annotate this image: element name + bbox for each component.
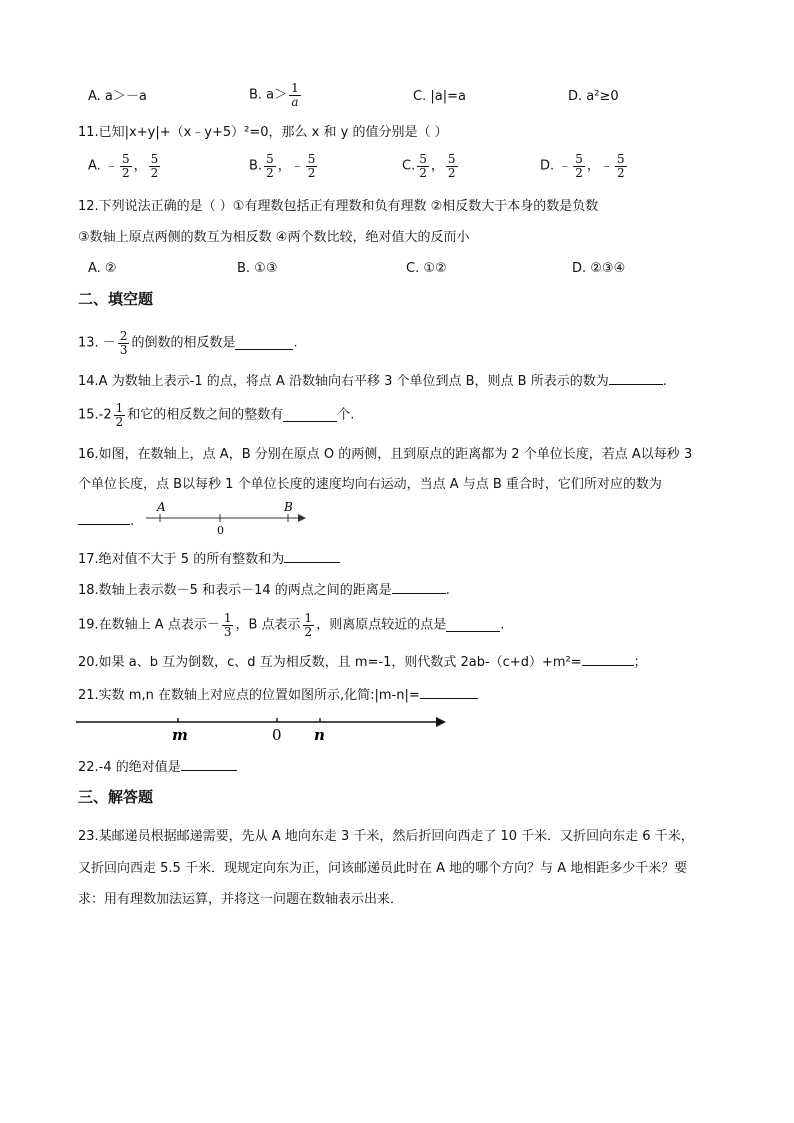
label-a: A — [157, 500, 166, 514]
arrow-head — [298, 514, 306, 522]
q23-line1: 23.某邮递员根据邮递需要，先从 A 地向东走 3 千米，然后折回向西走了 10 千米．又折回向东走 6 千米， — [78, 829, 694, 844]
q13: 13. － $\frac{2}{3}$ 的倒数的相反数是 . — [78, 329, 298, 357]
q11-option-b: B. $\frac{5}{2}$ ，﹣ $\frac{5}{2}$ — [249, 152, 316, 180]
answer-blank[interactable] — [235, 337, 293, 350]
q10-option-a: A. a＞－a — [88, 89, 147, 104]
q12-option-a: A. ② — [88, 261, 117, 276]
q18: 18.数轴上表示数－5 和表示－14 的两点之间的距离是 . — [78, 583, 450, 598]
q12-option-d: D. ②③④ — [572, 261, 626, 276]
q20: 20.如果 a、b 互为倒数，c、d 互为相反数，且 m=-1，则代数式 2ab-（c+d）+m²= ； — [78, 655, 647, 670]
q12-option-b: B. ①③ — [237, 261, 278, 276]
fraction: $\frac{1}{a}$ — [291, 81, 299, 109]
answer-blank[interactable] — [78, 512, 130, 525]
q11-option-a: A. ﹣ $\frac{5}{2}$ ， $\frac{5}{2}$ — [88, 152, 159, 180]
answer-blank[interactable] — [420, 686, 478, 699]
answer-blank[interactable] — [609, 372, 663, 385]
q16-line1: 16.如图，在数轴上，点 A，B 分别在原点 O 的两侧，且到原点的距离都为 2 个单位长度，若点 A以每秒 3 — [78, 447, 693, 462]
label-m: m — [172, 726, 188, 744]
q21: 21.实数 m,n 在数轴上对应点的位置如图所示,化简:|m-n|= — [78, 686, 478, 705]
label-origin: 0 — [272, 726, 282, 744]
q11-stem: 11.已知|x+y|+（x﹣y+5）²=0，那么 x 和 y 的值分别是（ ） — [78, 125, 448, 140]
q12-option-c: C. ①② — [406, 261, 447, 276]
answer-blank[interactable] — [392, 581, 446, 594]
answer-blank[interactable] — [582, 653, 634, 666]
q12-stem: 12.下列说法正确的是（ ）①有理数包括正有理数和负有理数 ②相反数大于本身的数是负数 — [78, 199, 599, 214]
q10-option-c: C. |a|=a — [413, 89, 466, 104]
answer-blank[interactable] — [446, 619, 500, 632]
q10-option-b-text: B. a＞ — [249, 87, 288, 103]
label-b: B — [284, 500, 293, 514]
q10-option-b — [249, 82, 303, 109]
q23-line3: 求：用有理数加法运算，并将这一问题在数轴表示出来． — [78, 892, 404, 907]
q15: 15.-2 $\frac{1}{2}$ 和它的相反数之间的整数有 个. — [78, 401, 355, 429]
q21-number-line — [72, 712, 452, 746]
answer-blank[interactable] — [284, 550, 340, 563]
q19: 19.在数轴上 A 点表示－ $\frac{1}{3}$ ，B 点表示 $\frac{1}{2}$ ，则离原点较近的点是 . — [78, 611, 505, 639]
section-heading-solve: 三、解答题 — [78, 788, 154, 806]
label-n: n — [314, 726, 325, 744]
q16-answer: . — [78, 512, 134, 531]
answer-blank[interactable] — [181, 758, 237, 771]
answer-blank[interactable] — [283, 409, 337, 422]
q16-number-line — [140, 496, 310, 536]
q22: 22.-4 的绝对值是 — [78, 758, 237, 777]
q14: 14.A 为数轴上表示-1 的点，将点 A 沿数轴向右平移 3 个单位到点 B，则点 B 所表示的数为 . — [78, 374, 667, 389]
q12-line2: ③数轴上原点两侧的数互为相反数 ④两个数比较，绝对值大的反而小 — [78, 230, 470, 245]
q16-line2: 个单位长度，点 B以每秒 1 个单位长度的速度均向右运动，当点 A 与点 B 重合时，它们所对应的数为 — [78, 477, 662, 492]
q11-option-c: C. $\frac{5}{2}$ ， $\frac{5}{2}$ — [402, 152, 456, 180]
label-origin: 0 — [217, 524, 224, 536]
q17: 17.绝对值不大于 5 的所有整数和为 — [78, 550, 340, 569]
arrow-head — [436, 717, 446, 727]
q10-option-d: D. a²≥0 — [568, 89, 619, 104]
q11-option-d: D. ﹣ $\frac{5}{2}$ ，﹣ $\frac{5}{2}$ — [540, 152, 625, 180]
section-heading-fill-in: 二、填空题 — [78, 290, 154, 308]
q23-line2: 又折回向西走 5.5 千米．现规定向东为正，问该邮递员此时在 A 地的哪个方向？与 A 地相距多少千米？要 — [78, 861, 688, 876]
